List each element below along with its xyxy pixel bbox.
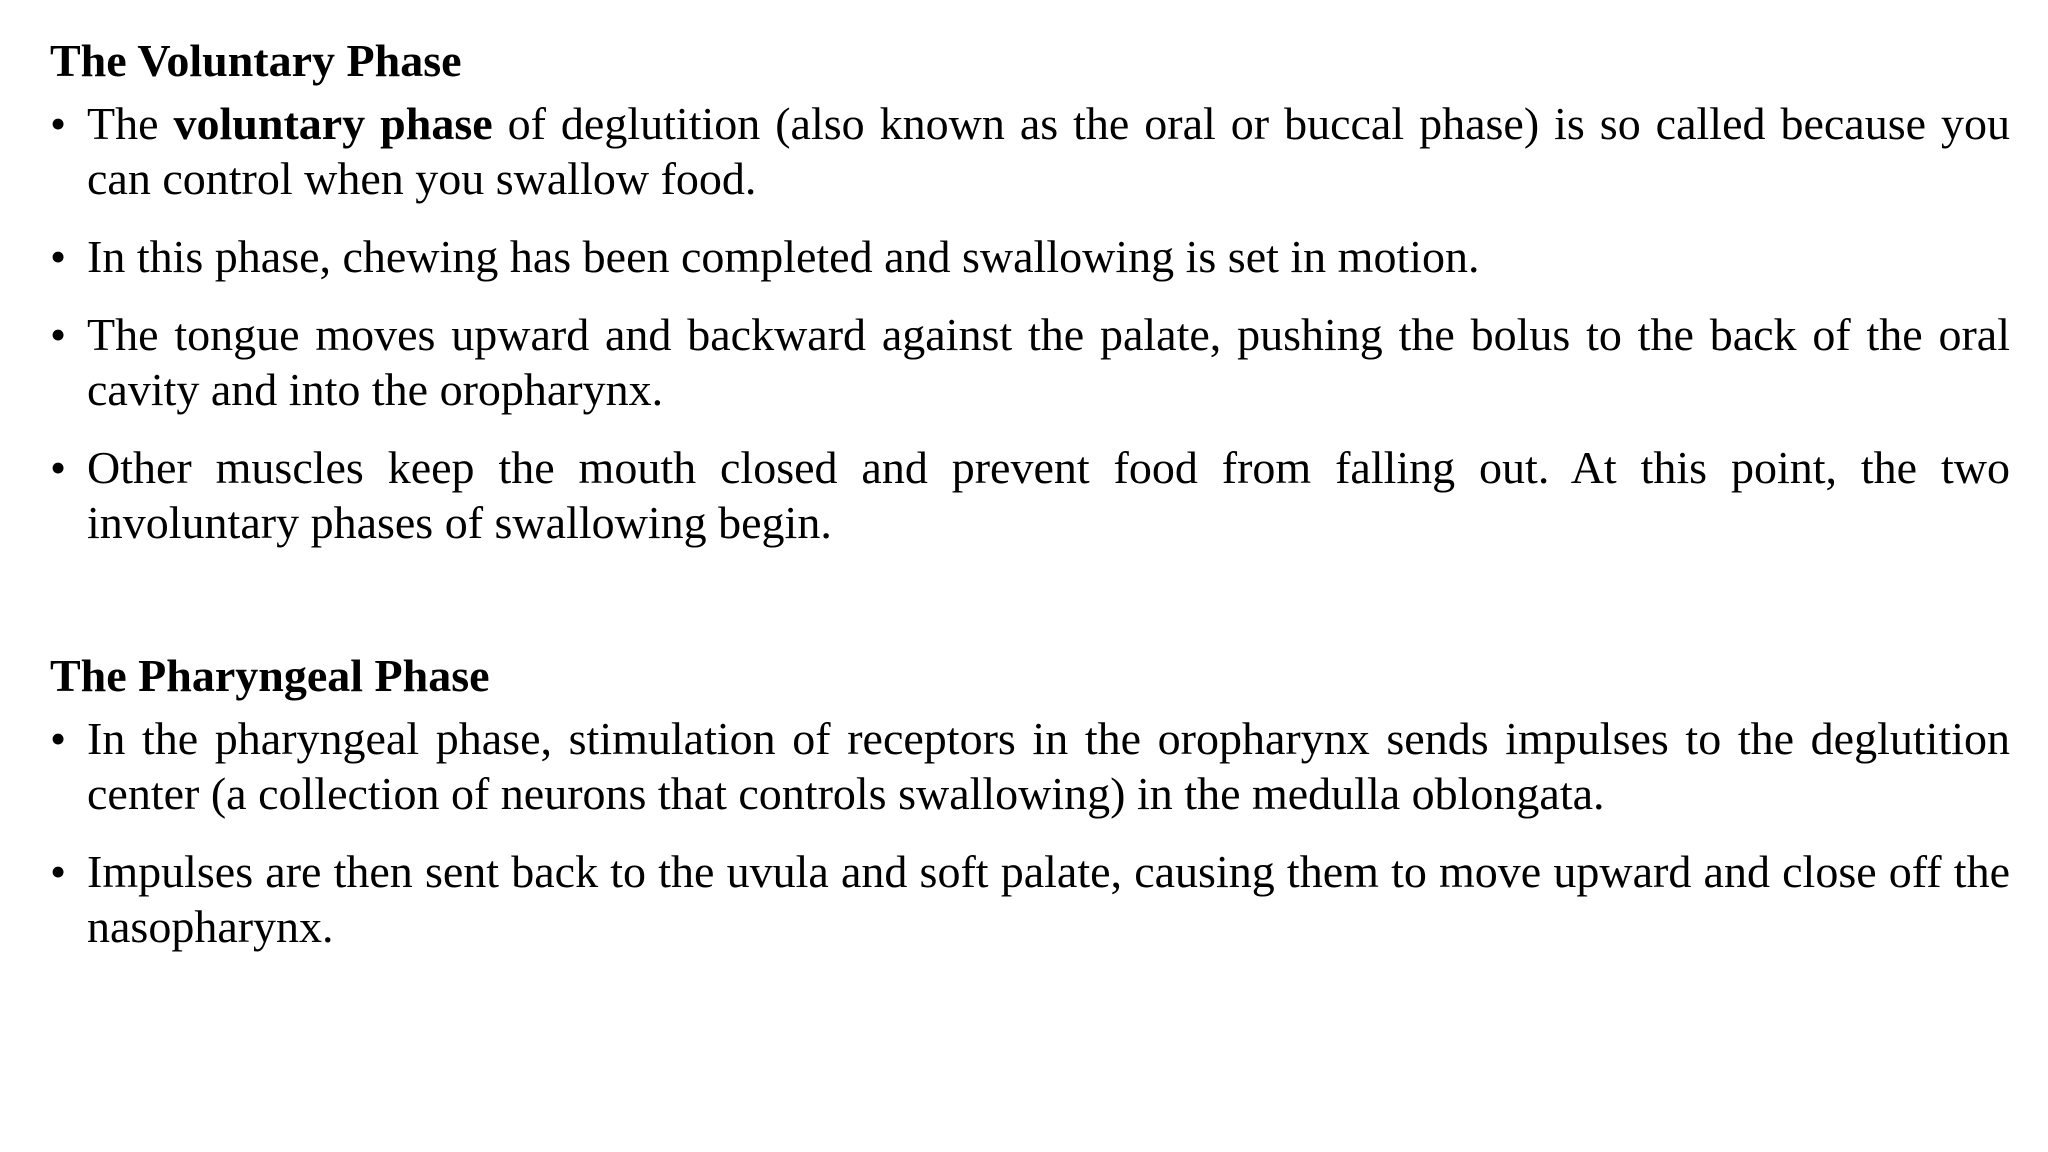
- bullet-text: The tongue moves upward and backward against the palate, pushing the bolus to the back of the oral cavity and into the oropharynx.: [87, 309, 2010, 415]
- list-item: [50, 844, 2010, 954]
- bullet-list: [50, 96, 2010, 550]
- section-heading: The Pharyngeal Phase: [50, 650, 490, 701]
- list-item: [50, 307, 2010, 417]
- list-item: [50, 229, 2010, 284]
- document-page: [50, 30, 2010, 977]
- bullet-text: Other muscles keep the mouth closed and prevent food from falling out. At this point, the two involuntary phases of swallowing begin.: [87, 442, 2010, 548]
- bullet-text: The: [87, 98, 174, 149]
- pharyngeal-phase-section: [50, 645, 2010, 954]
- list-item: [50, 96, 2010, 206]
- bullet-icon: •: [50, 846, 67, 897]
- bullet-icon: •: [50, 442, 67, 493]
- bullet-list: [50, 711, 2010, 954]
- bullet-icon: •: [50, 98, 67, 149]
- voluntary-phase-section: [50, 30, 2010, 550]
- bullet-icon: •: [50, 231, 67, 282]
- bullet-text: In this phase, chewing has been completed and swallowing is set in motion.: [87, 231, 1480, 282]
- bullet-text: of deglutition (also known as the oral or buccal phase) is so called because you can control when you swallow food.: [87, 98, 2011, 204]
- list-item: [50, 440, 2010, 550]
- section-heading: The Voluntary Phase: [50, 35, 462, 86]
- bullet-icon: •: [50, 309, 67, 360]
- bold-term: voluntary phase: [173, 98, 493, 149]
- bullet-text: Impulses are then sent back to the uvula and soft palate, causing them to move upward and close off the nasopharynx.: [87, 846, 2010, 952]
- list-item: [50, 711, 2010, 821]
- bullet-icon: •: [50, 713, 67, 764]
- bullet-text: In the pharyngeal phase, stimulation of receptors in the oropharynx sends impulses to the deglutition center (a collection of neurons that controls swallowing) in the medulla oblongata.: [87, 713, 2010, 819]
